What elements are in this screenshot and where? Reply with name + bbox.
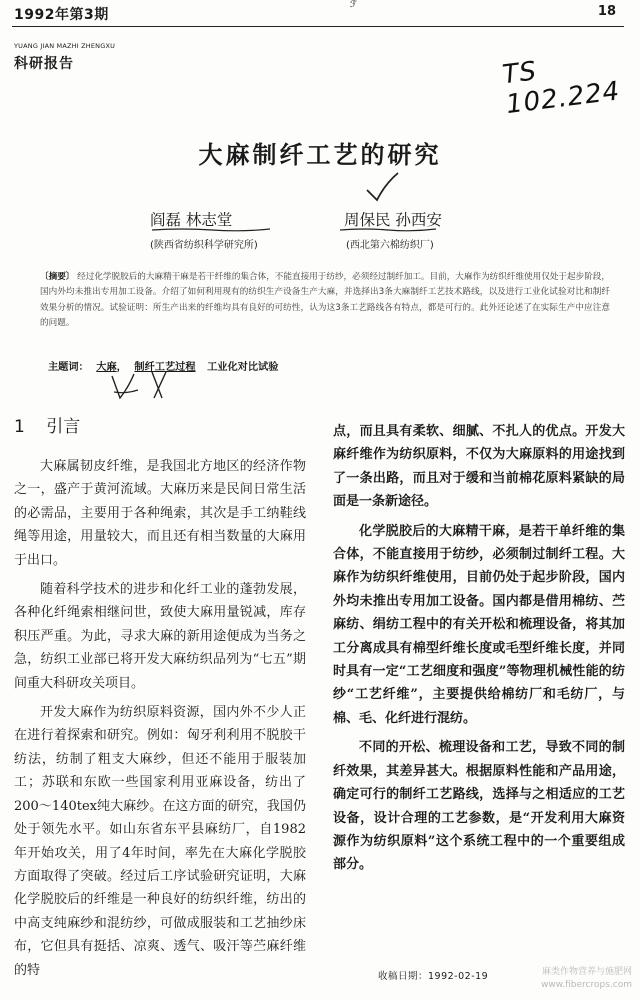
paragraph: 随着科学技术的进步和化纤工业的蓬勃发展，各种化纤绳索相继问世，致使大麻用量锐减，库存积压严重。为此，寻求大麻的新用途便成为当务之急，纺织工业部已将开发大麻纺织品列为“七五”期间重大科研攻关项目。	[14, 582, 306, 691]
abstract	[40, 270, 610, 332]
check-mark-icon	[365, 172, 399, 202]
section-number: 1	[14, 417, 25, 437]
keyword-1: 大麻	[96, 362, 117, 373]
author-underline-1	[152, 227, 270, 233]
left-column	[14, 455, 306, 982]
keyword-2: 制纤工艺过程	[134, 362, 196, 373]
handwritten-code: TS 102.224	[500, 56, 622, 121]
watermark	[541, 966, 632, 992]
affiliation-1: (陕西省纺织科学研究所)	[150, 240, 258, 251]
header-rule	[12, 26, 624, 27]
affiliation-2: (西北第六棉纺织厂)	[346, 240, 434, 251]
paragraph: 不同的开松、梳理设备和工艺，导致不同的制纤效果，其差异甚大。根据原料性能和产品用途，确定可行的制纤工艺路线，选择与之相适应的工艺设备，设计合理的工艺参数，是“开发利用大麻资源作为纺织原料”这个系统工程中的一个重要组成部分。	[333, 740, 625, 873]
page-number: 18	[597, 4, 616, 19]
header-mark: ℱ	[350, 0, 358, 10]
pen-mark-icon	[108, 368, 188, 408]
section-heading	[14, 412, 80, 437]
keywords-label: 主题词：	[48, 362, 89, 373]
author-underline-2	[340, 227, 436, 233]
watermark-line-2: www.fibercrops.com	[541, 980, 632, 990]
watermark-line-1: 麻类作物营养与施肥网	[541, 967, 632, 977]
abstract-text: 经过化学脱胶后的大麻精干麻是若干纤维的集合体，不能直接用于纺纱，必须经过制纤加工。目前，大麻作为纺织纤维使用仅处于起步阶段，国内外均未推出专用加工设备。介绍了如何利用现有的纺织生产设备生产大麻，并选择出3条大麻制纤工艺技术路线，以及进行工业化试验对比和制纤效果分析的情况。试验证明：所生产出来的纤维均具有良好的可纺性，认为这3条工艺路线各有特点，都是可行的。此外还论述了在实际生产中应注意的问题。	[40, 272, 610, 329]
keyword-3: 工业化对比试验	[207, 362, 279, 373]
paper-title: 大麻制纤工艺的研究	[198, 141, 442, 169]
paragraph: 大麻属韧皮纤维，是我国北方地区的经济作物之一，盛产于黄河流域。大麻历来是民间日常生活的必需品，主要用于各种绳索，其次是手工纳鞋线绳等用途，用量较大，而且还有相当数量的大麻用于出口。	[14, 459, 306, 568]
journal-block	[14, 42, 115, 73]
paragraph: 开发大麻作为纺织原料资源，国内外不少人正在进行着探索和研究。例如：匈牙利利用不脱胶干纺法，纺制了粗支大麻纱，但还不能用于服装加工；苏联和东欧一些国家利用亚麻设备，纺出了200～140tex纯大麻纱。在这方面的研究，我国仍处于领先水平。如山东省东平县麻纺厂，自1982年开始攻关，用了4年时间，率先在大麻化学脱胶方面取得了突破。经过后工序试验研究证明，大麻化学脱胶后的纤维是一种良好的纺织纤维，纺出的中高支纯麻纱和混纺纱，可做成服装和工艺抽纱床布，它但具有挺括、凉爽、透气、吸汗等苎麻纤维的特	[14, 705, 306, 978]
column-name: 科研报告	[14, 56, 74, 72]
author-group-2: 周保民 孙西安	[344, 211, 442, 229]
journal-issue: 1992年第3期	[14, 7, 109, 23]
author-group-1: 阎磊 林志堂	[150, 211, 233, 229]
received-date: 收稿日期：1992-02-19	[378, 971, 489, 982]
right-column	[333, 420, 625, 877]
journal-small-line: YUANG JIAN MAZHI ZHENGXU	[14, 42, 116, 50]
abstract-label: 〔摘要〕	[40, 272, 75, 282]
paragraph: 化学脱胶后的大麻精干麻，是若干单纤维的集合体，不能直接用于纺纱，必须制过制纤工程。大麻作为纺织纤维使用，目前仍处于起步阶段，国内外均未推出专用加工设备。国内都是借用棉纺、苎麻纺、绢纺工程中的有关开松和梳理设备，将其加工分离成具有棉型纤维长度或毛型纤维长度，并同时具有一定“工艺细度和强度”等物理机械性能的纺纱“工艺纤维”，主要提供给棉纺厂和毛纺厂，与棉、毛、化纤进行混纺。	[333, 523, 625, 726]
paragraph: 点，而且具有柔软、细腻、不扎人的优点。开发大麻纤维作为纺织原料，不仅为大麻原料的用途找到了一条出路，而且对于缓和当前棉花原料紧缺的局面是一条新途径。	[333, 424, 625, 510]
keywords: 主题词： 大麻， 制纤工艺过程 工业化对比试验	[48, 362, 279, 373]
section-title: 引言	[46, 417, 81, 437]
